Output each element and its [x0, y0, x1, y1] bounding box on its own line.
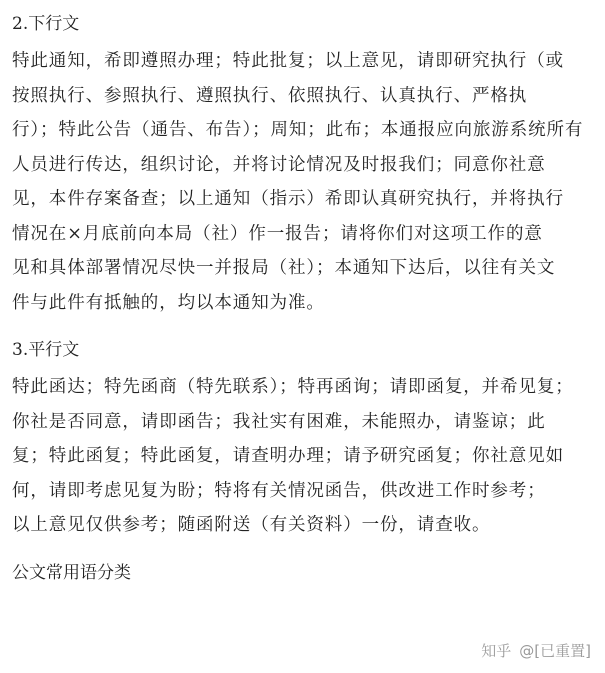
text-line: 复；特此函复；特此函复，请查明办理；请予研究函复；你社意见如	[12, 446, 564, 466]
text-line: 件与此件有抵触的，均以本通知为准。	[12, 292, 325, 313]
footer-heading: 公文常用语分类	[12, 562, 131, 583]
text-line: 见和具体部署情况尽快一并报局（社）；本通知下达后，以往有关文	[12, 258, 556, 278]
text-line: 按照执行、参照执行、遵照执行、依照执行、认真执行、严格执	[12, 85, 528, 106]
text-line: 特此函达；特先函商（特先联系）；特再函询；请即函复，并希见复；	[12, 377, 574, 397]
text-line: 你社是否同意，请即函告；我社实有困难，未能照办，请鉴谅；此	[12, 411, 546, 432]
text-line: 以上意见仅供参考；随函附送（有关资料）一份，请查收。	[12, 515, 491, 535]
text-line: 见，本件存案备查；以上通知（指示）希即认真研究执行，并将执行	[12, 189, 564, 209]
paragraph-downward	[12, 44, 597, 320]
section-heading-parallel: 3.平行文	[12, 340, 80, 360]
section-heading-downward: 2.下行文	[12, 14, 80, 34]
document-body	[12, 0, 597, 593]
watermark-author: @[已重置]	[519, 642, 591, 660]
zhihu-watermark	[481, 640, 591, 661]
text-line: 何，请即考虑见复为盼；特将有关情况函告，供改进工作时参考；	[12, 480, 546, 501]
text-line: 特此通知，希即遵照办理；特此批复；以上意见，请即研究执行（或	[12, 51, 564, 71]
watermark-site: 知乎	[481, 642, 512, 660]
text-line: 情况在×月底前向本局（社）作一报告；请将你们对这项工作的意	[12, 223, 543, 244]
paragraph-parallel	[12, 370, 597, 543]
text-line: 人员进行传达，组织讨论，并将讨论情况及时报我们；同意你社意	[12, 154, 546, 175]
text-line: 行）；特此公告（通告、布告）；周知；此布；本通报应向旅游系统所有	[12, 120, 584, 140]
